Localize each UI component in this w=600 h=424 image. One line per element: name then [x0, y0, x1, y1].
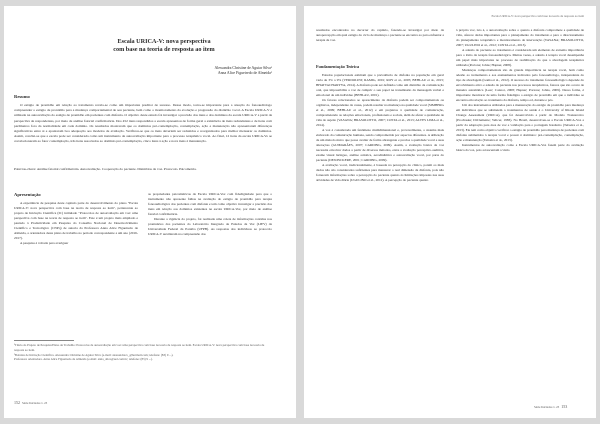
- intro-col1-text-b: A pesquisa é voltada para averiguar: [20, 241, 69, 245]
- abstract-body: O estágio de prontidão em relação ao tratamento revela-se como um importante preditor de sucesso. Desse modo, torna-se importante para a atuação do fonoaudiólogo compreender o estágio de prontidão para a mudança comportamental de seu paciente, bem como o monitoramento da evolução e progressão do distúrbio vocal. A Escala URICA-V é utilizada na autoavaliação do estágio de prontidão em pacientes com disfonia. O objetivo deste estudo foi investigar a precisão dos itens e dos domínios da escala URICA-V a partir da perspectiva de respondentes, por meio de análise fatorial confirmatória. Dos 452 itens respondidos a escala apresentou de forma geral a existência de itens redundantes e de itens com parâmetros fora da normalidade em cada domínio. Os resultados mostraram que os domínios pré-contemplação, contemplação, ação e manutenção não apresentaram diferenças significativas entre si e apontaram boa adequação aos modelos de avaliação. Verificou-se que os itens deveriam ser reduzidos e reorganizados para melhor mensurar os domínios. Assim, conclui-se que a escala pode ser considerada como um instrumento de autoavaliação importante para o processo terapêutico vocal. Ao final, 12 itens da escala URICA-Vo se correlacionaram ao fator contemplação, três itens associados ao domínio pré-contemplação, cinco itens à ação e nove itens à manutenção.: [14, 103, 272, 144]
- para-8-text: Um dos instrumentos utilizados para a mensuração do estágio de prontidão para mudança em indivíduos que se submetem a tratamentos de saúde é o University of Rhode Island Change Assessment (URICA), que foi desenvolvido a partir do Modelo Transteórico (Prochaska; DiClemente; Velicer, 1983). No Brasil, desenvolveu-se a Escala URICA-Voz a partir da adaptação para área de voz e validação para o português brasileiro (Teixeira et al., 2013). Ele tem como objetivo verificar o estágio de prontidão para mudança de pacientes com disfonia submetidos à terapia vocal e possui 4 domínios: pré-contemplação, contemplação, ação e manutenção (Teixeira et al., 2013).: [456, 103, 584, 142]
- para-4: [316, 163, 444, 183]
- intro-col2-text-b: Durante a vigência do projeto, foi realizada uma coleta de informações contidas nos prontuários dos pacientes do Laboratório Integrado de Estudos da Voz (LIEV) da Universidade Federal da Paraíba (UFPB). As respostas dos indivíduos ao protocolo URICA-V auxiliaram na compreensão dos: [148, 217, 272, 236]
- intro-col2-text: as propriedades psicométricas da Escala URICA-Voz com fidedignidade para que o instrumento não apresente falhas na avaliação do estágio de prontidão para terapia fonoaudiológica dos pacientes com disfonia e tem como objetivo investigar a precisão dos itens em relação aos domínios existentes na escala URICA-Voz, por meio de análise fatorial confirmatória.: [148, 192, 272, 216]
- footnote-2: ²Bolsista de Iniciação Científica. Alessandra Christine de Aguiar Silva (e-mail: alessandracs_@hotmail.com; telefone: (83) 9 ...).: [14, 352, 174, 357]
- para-9: [456, 143, 584, 153]
- running-header: Escala URICA-V: nova perspectiva com base na teoria de resposta ao item: [491, 14, 584, 18]
- right-col1: [316, 73, 444, 403]
- keywords: Palavras-chave: Análise fatorial confirmatória. Autoavaliação. Cooperação do paciente. Distúrbios da voz. Protocolo. Psicometria.: [14, 166, 197, 171]
- footnote-3: Professora orientadora. Anna Alice Figueiredo de Almeida (e-mail: anna_alice@uol.com.br; telefone: (83) 9 ...).: [14, 357, 153, 362]
- abstract-heading: Resumo: [14, 94, 30, 99]
- page-number-left: [14, 400, 47, 405]
- right-page: [304, 6, 596, 418]
- footnote-divider: [14, 340, 74, 341]
- para-1: [316, 73, 444, 98]
- para-3-text: A voz é considerada um fenômeno multidimensional e, provavelmente, o sistema mais elaborado da comunicação humana, sendo comprometida por aspectos diferentes. A utilização de um método único que possa avaliar de forma abrangente e precisa a qualidade vocal e suas alterações (GUIMARÃES, 2007; CARDING, 2009). Assim, a avaliação básica da voz necessita envolver dados a partir de diversos métodos, entre a avaliação perceptivo-auditiva, exame visual laríngeo, análise acústica, aerodinâmica e autoavaliação vocal, por parte do paciente (DEJONCKERE, 2001; CARDING, 2009).: [316, 128, 444, 162]
- footnote-1: ¹Título do Projeto de Pesquisa/Plano de Trabalho: Protocolos de autoavaliação em voz: uma perspectiva com base na teoria de resposta ao item. Escala URICA-V: nova perspectiva com base na teoria de resposta ao item.: [14, 343, 265, 352]
- para-6: [456, 48, 584, 68]
- page-label: Série Iniciados v. 23: [22, 401, 48, 405]
- para-8: [456, 103, 584, 143]
- col1-top: resultados encontrados no decorrer do capítulo, fazendo-se investigar por meio da autopercepção em qual estágio do ciclo de mudança o paciente se encontra ao para enfrentar a terapia de voz.: [316, 28, 444, 42]
- footnotes: [14, 343, 272, 362]
- para-5-text: à própria voz, isto é, a autoavaliação sobre o quanto a disfonia compromete a qualidade de vida, oferece dados importantes para o planejamento do tratamento e para o direcionamento do planejamento terapêutico e monitoramento da intervenção (VASANA; BRASOLOTTO, 2007; UGULINO et al., 2012; COSTA et al., 2013).: [456, 28, 584, 47]
- para-7-text: Mudanças comportamentais são de grande importância na terapia vocal, bem como adesão ao treinamento e aos ensinamentos indicados pelo fonoaudiólogo, independente do tipo de abordagem (Gama et al., 2012). O sucesso do tratamento fonoaudiológico depende do envolvimento ativo e adesão do paciente nos processos terapêuticos, fatores que são ocorre de maneira automática (Leer; Connor, 2008; Hapner; Portone; Johns, 2009). Dessa forma, é importante monitorar de uma forma fidedigna o estágio de prontidão em que o indivíduo se encontra em relação ao tratamento da disfonia, tempo ed, durante e pós.: [456, 68, 584, 102]
- abstract-text: [14, 103, 272, 159]
- author-2: Anna Alice Figueiredo de Almeida²: [217, 71, 272, 76]
- para-9-text: Instrumentos de autoavaliação como a Escala URICA-Voz fazem parte da avaliação básica da voz, pois acrescentam a visão: [456, 143, 584, 152]
- para-6-text: A adesão do paciente ao tratamento é considerada um elemento de extrema importância para o êxito da terapia fonoaudiológica. Muitas vezes, a adesão à terapia vocal desempenha um papel mais importante no processo de reabilitação do que a abordagem terapêutica utilizada (Portone; Johns; Hapner, 2008).: [456, 48, 584, 67]
- authors: [114, 66, 272, 77]
- page-number-text-right: 153: [561, 404, 568, 409]
- para-4-text: A avaliação vocal, tradicionalmente, é baseada na percepção do clínico, porém os mais dados não são considerados suficientes para mensurar o real dimensão da disfonia, pois não fornecem informações sobre a percepção do paciente quanto às limitações impostas nas suas atividades de vida diária (UGULINO et al., 2012). A percepção do paciente quanto: [316, 163, 444, 182]
- page-number-right: [534, 404, 567, 409]
- left-page: [4, 6, 296, 418]
- para-3: [316, 128, 444, 163]
- page-number-text: 152: [14, 400, 20, 405]
- right-col2: [456, 28, 584, 403]
- para-2: [316, 98, 444, 128]
- para-1-text: Estudos populacionais estimam que a prevalência de disfonia na população em geral varia de 3% a 9% (VERDOLINI; RAMIG, 2001; ROY et al., 2005; BEHLAU et al., 2015; BHATTACHARYYA, 2014). A disfonia pode ser definida como um distúrbio da comunicação oral, que impossibilita a voz de cumprir o seu papel na transmissão da mensagem verbal e emocional de um indivíduo (BEHLAU, 2001).: [316, 73, 444, 97]
- title-line-1: Escala URICA-V: nova perspectiva: [117, 38, 211, 45]
- para-7: [456, 68, 584, 103]
- section-heading: Fundamentação Teórica: [316, 64, 360, 69]
- intro-heading: Apresentação: [14, 192, 41, 197]
- para-5: [456, 28, 584, 48]
- intro-col2: [148, 192, 272, 332]
- intro-col1: [14, 201, 138, 329]
- intro-col1-text: A experiência de pesquisa deste capítulo parte do desenvolvimento do plano "Escala URICA-V: nova perspectiva com base na teoria de resposta ao item", pertencente ao projeto de Iniciação Científica (IC) intitulado "Protocolos de autoavaliação em voz: uma perspectiva com base na teoria de resposta ao item". Este é um projeto mais ampliado e pautado à Produtividade em Pesquisa do Conselho Nacional de Desenvolvimento Científico e Tecnológico (CNPq) de autoria da Professora Anna Alice Figueiredo de Almeida, a orientadora deste plano de trabalho no período correspondente a um ano (2016-2017).: [14, 201, 138, 240]
- author-1: Alessandra Christine de Aguiar Silva¹: [214, 66, 272, 70]
- para-2-text: Os fatores relacionados ao aparecimento da disfonia podem ser comportamentais ou orgânicos, independente da causa, podem resultar na mudança na qualidade vocal (SIMBERG et al., 2009; BEHLAU et al., 2012) e em prejuízos à qualidade de comunicação, comprometendo as relações emocionais, profissionais e sociais, além de afetar a qualidade de vida do sujeito (VASANA; BRASOLOTTO, 2007; COSTA et al., 2013; ALVES LIMA et al., 2014).: [316, 98, 444, 127]
- page-label-right: Série Iniciados v. 23: [534, 405, 560, 409]
- title-line-2: com base na teoria de resposta ao item: [113, 46, 215, 53]
- paper-title: [84, 38, 244, 54]
